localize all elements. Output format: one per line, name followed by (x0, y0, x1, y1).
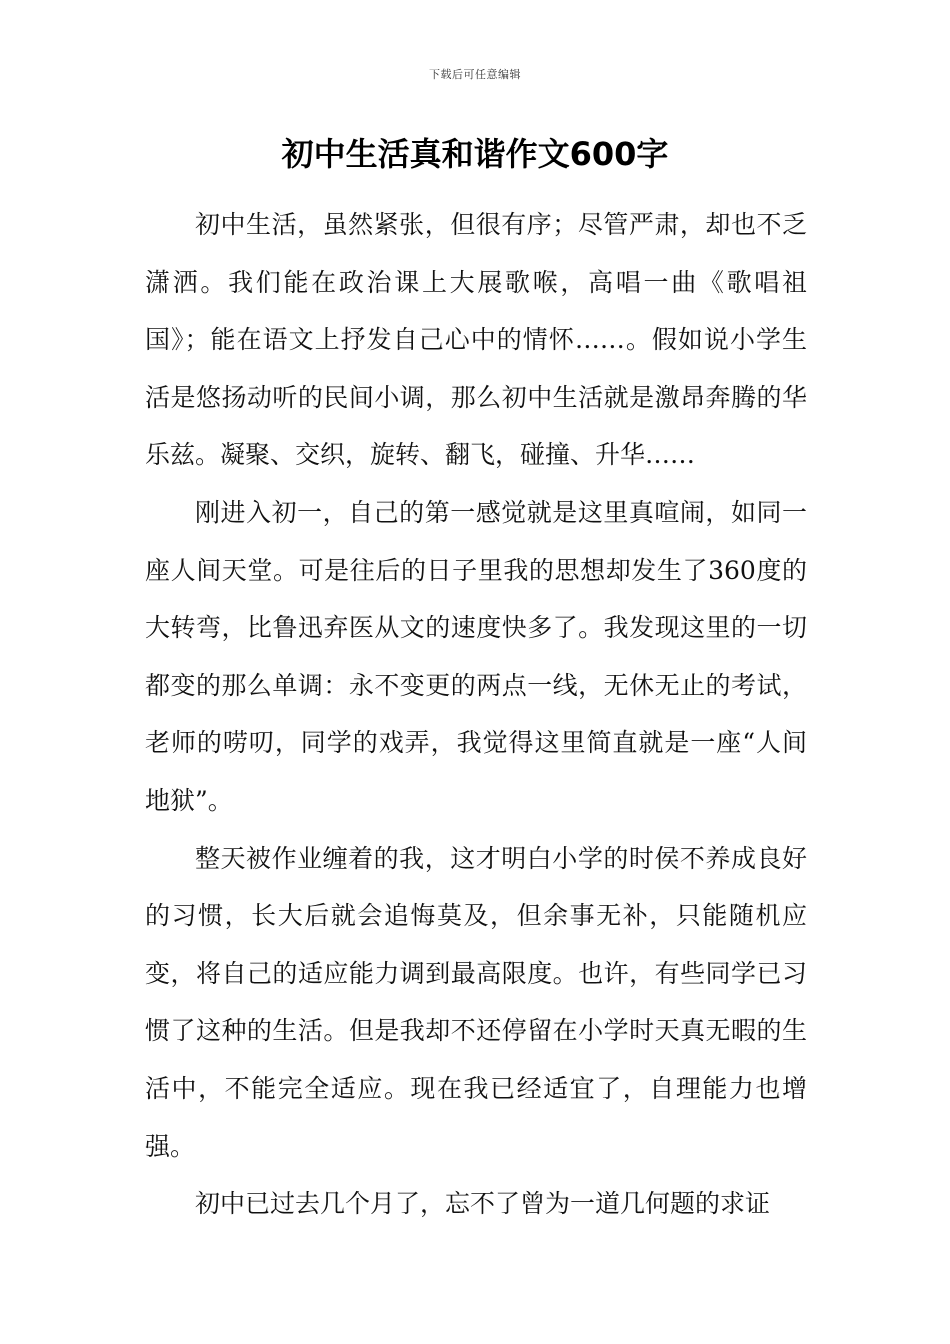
document-title: 初中生活真和谐作文600字 (281, 135, 669, 173)
paragraph: 初中生活，虽然紧张，但很有序；尽管严肃，却也不乏潇洒。我们能在政治课上大展歌喉，高唱一曲《歌唱祖国》；能在语文上抒发自己心中的情怀……。假如说小学生活是悠扬动听的民间小调，那么初中生活就是激昂奔腾的华乐兹。凝聚、交织，旋转、翻飞，碰撞、升华…… (145, 210, 807, 470)
header-note: 下载后可任意编辑 (429, 68, 521, 81)
paragraph: 刚进入初一，自己的第一感觉就是这里真喧闹，如同一座人间天堂。可是往后的日子里我的思想却发生了360度的大转弯，比鲁迅弃医从文的速度快多了。我发现这里的一切都变的那么单调：永不变更的两点一线，无休无止的考试，老师的唠叨，同学的戏弄，我觉得这里简直就是一座“人间地狱”。 (145, 497, 807, 815)
paragraph: 整天被作业缠着的我，这才明白小学的时侯不养成良好的习惯，长大后就会追悔莫及，但余事无补，只能随机应变，将自己的适应能力调到最高限度。也许，有些同学已习惯了这种的生活。但是我却不还停留在小学时天真无暇的生活中，不能完全适应。现在我已经适宜了，自理能力也增强。 (145, 843, 807, 1161)
document-body (145, 196, 807, 1233)
paragraph: 初中已过去几个月了，忘不了曾为一道几何题的求证 (195, 1189, 771, 1219)
